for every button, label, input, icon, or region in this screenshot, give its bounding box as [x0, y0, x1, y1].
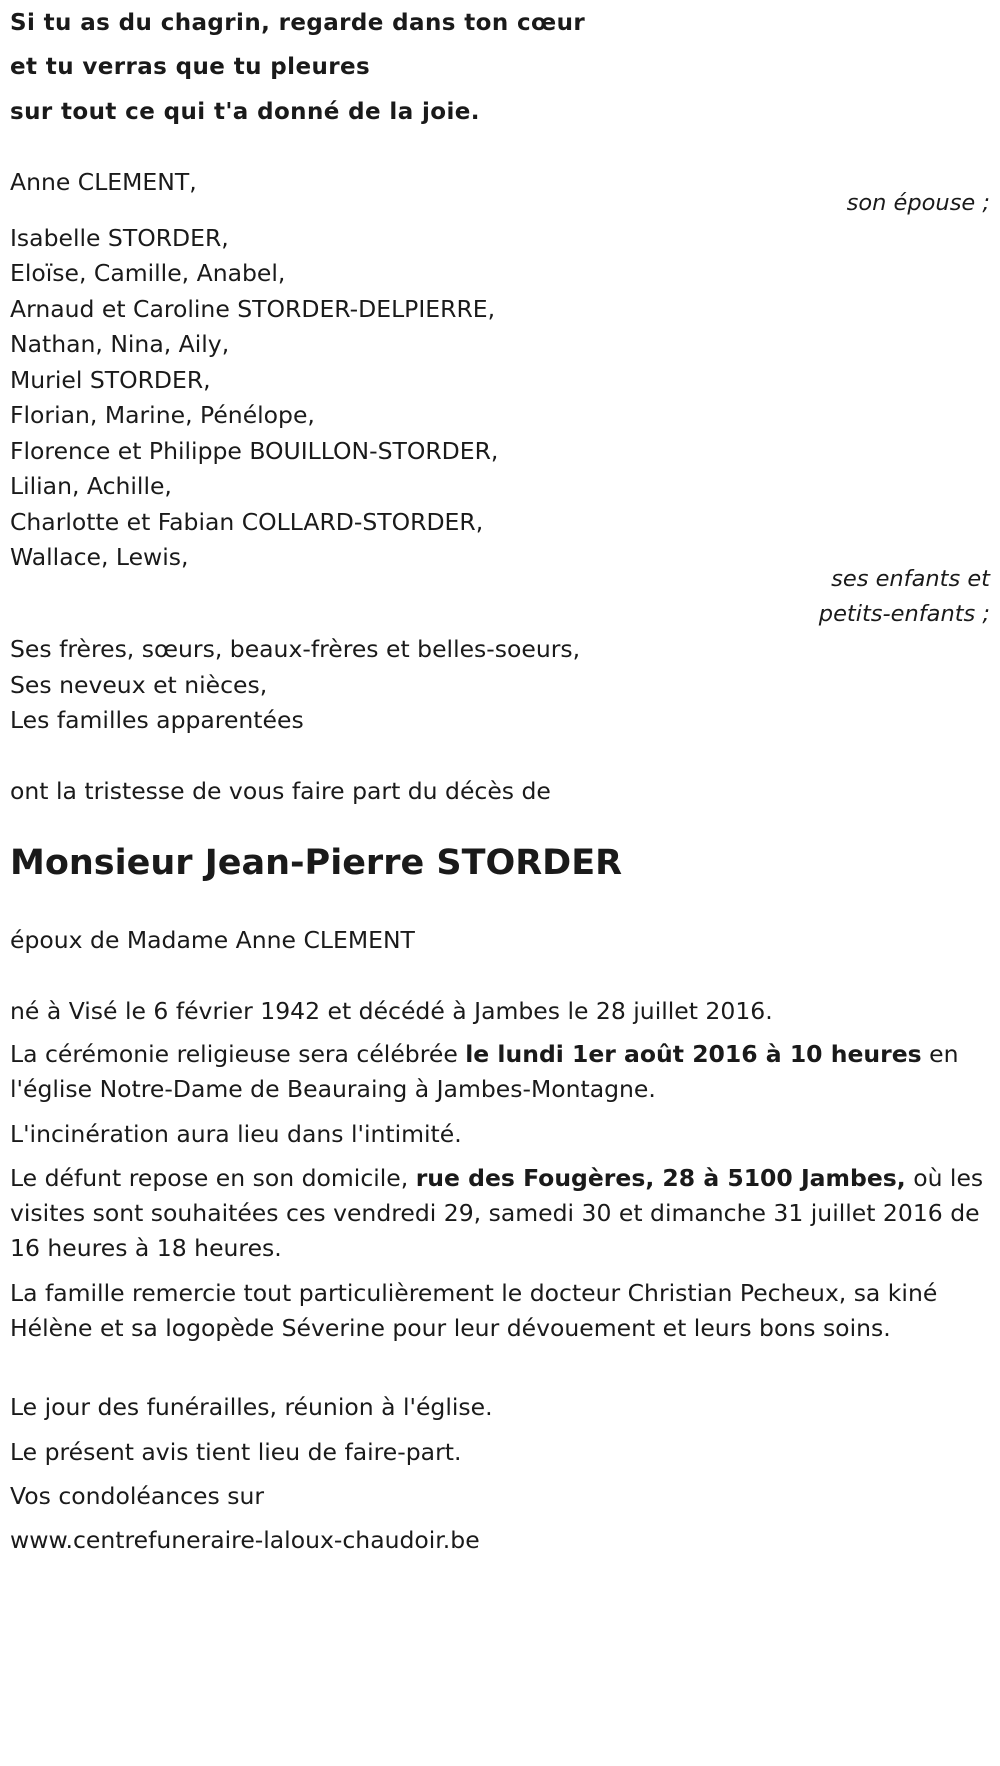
- relatives-line: Ses neveux et nièces,: [10, 671, 268, 699]
- family-line: Eloïse, Camille, Anabel,: [10, 259, 286, 287]
- relatives-line: Les familles apparentées: [10, 706, 304, 734]
- poem-line-2: et tu verras que tu pleures: [10, 54, 371, 80]
- viewing-paragraph: [10, 1161, 990, 1266]
- family-line: Isabelle STORDER,: [10, 224, 229, 252]
- spouse-name: Anne CLEMENT,: [10, 168, 197, 196]
- ceremony-suffix: en l'église Notre-Dame de Beauraing à Jambes-Montagne.: [10, 1040, 959, 1103]
- ceremony-prefix: La cérémonie religieuse sera célébrée: [10, 1040, 466, 1068]
- children-role-line-2: petits-enfants ;: [818, 601, 990, 627]
- announcement-text: ont la tristesse de vous faire part du décès de: [10, 777, 551, 805]
- ceremony-paragraph: [10, 1037, 990, 1107]
- deceased-spouse: époux de Madame Anne CLEMENT: [10, 926, 415, 954]
- family-line: Wallace, Lewis,: [10, 543, 189, 571]
- birth-death-text: né à Visé le 6 février 1942 et décédé à Jambes le 28 juillet 2016.: [10, 997, 773, 1025]
- poem-line-1: Si tu as du chagrin, regarde dans ton cœur: [10, 10, 586, 36]
- cremation-text: L'incinération aura lieu dans l'intimité.: [10, 1120, 462, 1148]
- family-line: Lilian, Achille,: [10, 472, 172, 500]
- notice-text: Le présent avis tient lieu de faire-part.: [10, 1438, 462, 1466]
- website-text: www.centrefuneraire-laloux-chaudoir.be: [10, 1526, 480, 1554]
- spouse-role: son épouse ;: [846, 190, 990, 216]
- family-line: Muriel STORDER,: [10, 366, 211, 394]
- family-line: Florence et Philippe BOUILLON-STORDER,: [10, 437, 499, 465]
- family-line: Florian, Marine, Pénélope,: [10, 401, 315, 429]
- poem-line-3: sur tout ce qui t'a donné de la joie.: [10, 99, 480, 125]
- thanks-paragraph: La famille remercie tout particulièrement le docteur Christian Pecheux, sa kiné Hélène et sa logopède Séverine pour leur dévouement et leurs bons soins.: [10, 1279, 938, 1342]
- obituary-notice: [10, 0, 990, 1766]
- family-line: Arnaud et Caroline STORDER-DELPIERRE,: [10, 295, 496, 323]
- children-role-line-1: ses enfants et: [831, 566, 990, 592]
- family-line: Charlotte et Fabian COLLARD-STORDER,: [10, 508, 484, 536]
- relatives-line: Ses frères, sœurs, beaux-frères et belles-soeurs,: [10, 635, 581, 663]
- family-line: Nathan, Nina, Aily,: [10, 330, 230, 358]
- deceased-name: Monsieur Jean-Pierre STORDER: [10, 843, 623, 883]
- viewing-suffix: où les visites sont souhaitées ces vendredi 29, samedi 30 et dimanche 31 juillet 2016 de 16 heures à 18 heures.: [10, 1164, 984, 1262]
- ceremony-date: le lundi 1er août 2016 à 10 heures: [465, 1040, 922, 1068]
- condolences-text: Vos condoléances sur: [10, 1482, 265, 1510]
- viewing-prefix: Le défunt repose en son domicile,: [10, 1164, 416, 1192]
- viewing-address: rue des Fougères, 28 à 5100 Jambes,: [415, 1164, 906, 1192]
- meeting-text: Le jour des funérailles, réunion à l'église.: [10, 1393, 493, 1421]
